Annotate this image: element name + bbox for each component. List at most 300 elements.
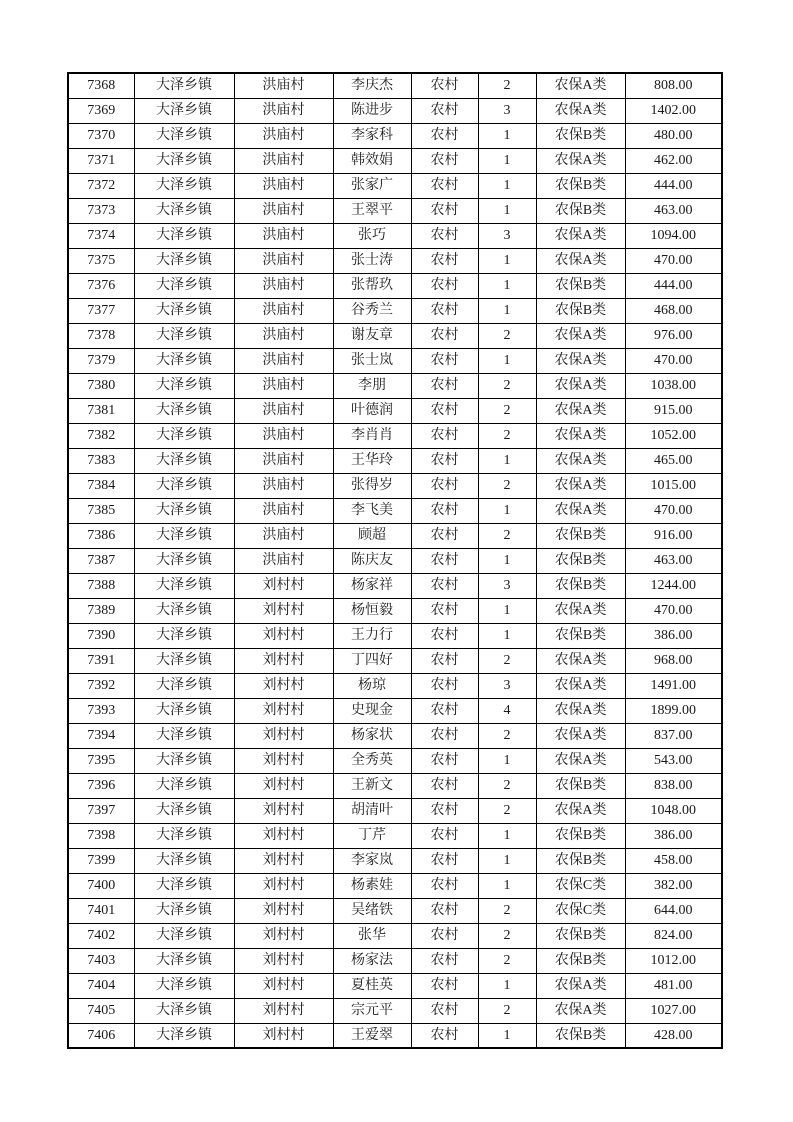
cell-village: 刘村村 [234,848,333,873]
cell-township: 大泽乡镇 [134,498,234,523]
cell-area-type: 农村 [411,698,478,723]
table-row [68,998,722,1023]
cell-area-type: 农村 [411,123,478,148]
table-row [68,523,722,548]
cell-area-type: 农村 [411,748,478,773]
table-row [68,798,722,823]
cell-insurance-class: 农保B类 [536,623,625,648]
cell-person-name: 顾超 [333,523,411,548]
cell-count: 3 [478,98,536,123]
cell-area-type: 农村 [411,173,478,198]
cell-serial-no: 7404 [68,973,134,998]
cell-serial-no: 7391 [68,648,134,673]
cell-serial-no: 7400 [68,873,134,898]
table-row [68,448,722,473]
cell-village: 刘村村 [234,998,333,1023]
cell-amount: 915.00 [625,398,722,423]
cell-amount: 1038.00 [625,373,722,398]
cell-insurance-class: 农保A类 [536,323,625,348]
cell-village: 洪庙村 [234,523,333,548]
table-row [68,348,722,373]
cell-township: 大泽乡镇 [134,523,234,548]
cell-insurance-class: 农保A类 [536,423,625,448]
table-row [68,848,722,873]
cell-township: 大泽乡镇 [134,198,234,223]
cell-count: 1 [478,548,536,573]
cell-serial-no: 7375 [68,248,134,273]
cell-count: 2 [478,723,536,748]
cell-township: 大泽乡镇 [134,373,234,398]
cell-person-name: 史现金 [333,698,411,723]
cell-serial-no: 7385 [68,498,134,523]
cell-amount: 838.00 [625,773,722,798]
cell-serial-no: 7369 [68,98,134,123]
cell-area-type: 农村 [411,823,478,848]
cell-village: 洪庙村 [234,223,333,248]
cell-serial-no: 7383 [68,448,134,473]
table-row [68,873,722,898]
cell-village: 刘村村 [234,648,333,673]
cell-insurance-class: 农保B类 [536,548,625,573]
cell-person-name: 丁芹 [333,823,411,848]
table-row [68,923,722,948]
cell-township: 大泽乡镇 [134,298,234,323]
cell-village: 洪庙村 [234,373,333,398]
cell-village: 洪庙村 [234,123,333,148]
cell-township: 大泽乡镇 [134,973,234,998]
cell-village: 刘村村 [234,973,333,998]
cell-area-type: 农村 [411,673,478,698]
cell-amount: 480.00 [625,123,722,148]
table-row [68,748,722,773]
cell-area-type: 农村 [411,723,478,748]
cell-area-type: 农村 [411,573,478,598]
cell-insurance-class: 农保A类 [536,448,625,473]
table-row [68,73,722,98]
cell-area-type: 农村 [411,948,478,973]
cell-village: 刘村村 [234,948,333,973]
cell-village: 洪庙村 [234,348,333,373]
cell-count: 1 [478,348,536,373]
cell-amount: 1027.00 [625,998,722,1023]
cell-insurance-class: 农保A类 [536,973,625,998]
table-row [68,723,722,748]
cell-person-name: 杨家状 [333,723,411,748]
table-row [68,273,722,298]
table-row [68,773,722,798]
cell-area-type: 农村 [411,198,478,223]
cell-village: 刘村村 [234,823,333,848]
cell-village: 洪庙村 [234,323,333,348]
cell-amount: 470.00 [625,598,722,623]
table-row [68,648,722,673]
cell-count: 2 [478,798,536,823]
cell-area-type: 农村 [411,848,478,873]
cell-insurance-class: 农保A类 [536,98,625,123]
cell-township: 大泽乡镇 [134,773,234,798]
cell-amount: 470.00 [625,248,722,273]
cell-amount: 462.00 [625,148,722,173]
cell-amount: 1012.00 [625,948,722,973]
cell-insurance-class: 农保A类 [536,498,625,523]
table-row [68,498,722,523]
cell-amount: 463.00 [625,198,722,223]
cell-amount: 444.00 [625,173,722,198]
cell-township: 大泽乡镇 [134,148,234,173]
cell-count: 1 [478,1023,536,1048]
cell-person-name: 陈进步 [333,98,411,123]
cell-village: 刘村村 [234,873,333,898]
cell-person-name: 杨家法 [333,948,411,973]
cell-insurance-class: 农保A类 [536,723,625,748]
cell-amount: 1094.00 [625,223,722,248]
cell-insurance-class: 农保B类 [536,823,625,848]
cell-serial-no: 7387 [68,548,134,573]
cell-amount: 470.00 [625,498,722,523]
cell-area-type: 农村 [411,873,478,898]
cell-area-type: 农村 [411,798,478,823]
cell-serial-no: 7396 [68,773,134,798]
cell-person-name: 李庆杰 [333,73,411,98]
cell-count: 1 [478,273,536,298]
cell-person-name: 李肖肖 [333,423,411,448]
cell-village: 洪庙村 [234,198,333,223]
cell-amount: 808.00 [625,73,722,98]
cell-village: 洪庙村 [234,448,333,473]
cell-area-type: 农村 [411,598,478,623]
table-row [68,148,722,173]
cell-serial-no: 7401 [68,898,134,923]
cell-count: 3 [478,573,536,598]
cell-serial-no: 7368 [68,73,134,98]
cell-village: 刘村村 [234,598,333,623]
cell-serial-no: 7388 [68,573,134,598]
cell-person-name: 张巧 [333,223,411,248]
cell-village: 洪庙村 [234,473,333,498]
cell-amount: 1491.00 [625,673,722,698]
cell-amount: 386.00 [625,623,722,648]
cell-area-type: 农村 [411,473,478,498]
cell-insurance-class: 农保C类 [536,873,625,898]
cell-insurance-class: 农保B类 [536,573,625,598]
cell-count: 1 [478,123,536,148]
table-row [68,298,722,323]
cell-serial-no: 7399 [68,848,134,873]
table-row [68,898,722,923]
table-row [68,823,722,848]
cell-township: 大泽乡镇 [134,798,234,823]
cell-insurance-class: 农保A类 [536,398,625,423]
cell-amount: 1048.00 [625,798,722,823]
cell-village: 刘村村 [234,673,333,698]
cell-serial-no: 7379 [68,348,134,373]
cell-insurance-class: 农保B类 [536,273,625,298]
cell-village: 刘村村 [234,798,333,823]
cell-area-type: 农村 [411,323,478,348]
cell-serial-no: 7382 [68,423,134,448]
cell-person-name: 杨素娃 [333,873,411,898]
cell-township: 大泽乡镇 [134,623,234,648]
cell-person-name: 胡清叶 [333,798,411,823]
cell-person-name: 谢友章 [333,323,411,348]
cell-township: 大泽乡镇 [134,248,234,273]
cell-township: 大泽乡镇 [134,1023,234,1048]
cell-person-name: 全秀英 [333,748,411,773]
cell-insurance-class: 农保C类 [536,898,625,923]
table-row [68,623,722,648]
cell-amount: 382.00 [625,873,722,898]
cell-person-name: 李家岚 [333,848,411,873]
cell-count: 3 [478,673,536,698]
cell-township: 大泽乡镇 [134,598,234,623]
cell-township: 大泽乡镇 [134,573,234,598]
cell-person-name: 王力行 [333,623,411,648]
cell-serial-no: 7376 [68,273,134,298]
cell-amount: 386.00 [625,823,722,848]
cell-serial-no: 7370 [68,123,134,148]
cell-area-type: 农村 [411,648,478,673]
cell-person-name: 杨恒毅 [333,598,411,623]
cell-township: 大泽乡镇 [134,223,234,248]
cell-serial-no: 7398 [68,823,134,848]
cell-area-type: 农村 [411,548,478,573]
cell-insurance-class: 农保A类 [536,348,625,373]
cell-area-type: 农村 [411,423,478,448]
cell-count: 1 [478,248,536,273]
cell-person-name: 陈庆友 [333,548,411,573]
cell-amount: 976.00 [625,323,722,348]
cell-area-type: 农村 [411,348,478,373]
cell-township: 大泽乡镇 [134,173,234,198]
cell-township: 大泽乡镇 [134,873,234,898]
cell-township: 大泽乡镇 [134,723,234,748]
cell-amount: 468.00 [625,298,722,323]
cell-amount: 470.00 [625,348,722,373]
cell-person-name: 张帮玖 [333,273,411,298]
cell-serial-no: 7397 [68,798,134,823]
cell-insurance-class: 农保B类 [536,198,625,223]
table-row [68,248,722,273]
cell-amount: 428.00 [625,1023,722,1048]
cell-area-type: 农村 [411,248,478,273]
cell-count: 2 [478,523,536,548]
cell-township: 大泽乡镇 [134,273,234,298]
cell-count: 1 [478,973,536,998]
cell-serial-no: 7405 [68,998,134,1023]
cell-count: 1 [478,198,536,223]
cell-area-type: 农村 [411,523,478,548]
cell-count: 2 [478,473,536,498]
cell-township: 大泽乡镇 [134,98,234,123]
cell-serial-no: 7406 [68,1023,134,1048]
cell-village: 刘村村 [234,748,333,773]
cell-insurance-class: 农保B类 [536,298,625,323]
cell-serial-no: 7392 [68,673,134,698]
cell-serial-no: 7403 [68,948,134,973]
cell-count: 2 [478,73,536,98]
cell-village: 洪庙村 [234,73,333,98]
table-row [68,698,722,723]
cell-serial-no: 7386 [68,523,134,548]
cell-count: 2 [478,998,536,1023]
table-row [68,548,722,573]
cell-serial-no: 7377 [68,298,134,323]
cell-count: 1 [478,823,536,848]
cell-insurance-class: 农保A类 [536,698,625,723]
cell-serial-no: 7394 [68,723,134,748]
cell-village: 洪庙村 [234,148,333,173]
cell-area-type: 农村 [411,898,478,923]
table-row [68,173,722,198]
cell-count: 3 [478,223,536,248]
cell-village: 刘村村 [234,573,333,598]
cell-village: 刘村村 [234,723,333,748]
cell-person-name: 叶德润 [333,398,411,423]
cell-count: 1 [478,148,536,173]
cell-person-name: 王新文 [333,773,411,798]
table-row [68,323,722,348]
cell-village: 刘村村 [234,698,333,723]
cell-insurance-class: 农保A类 [536,223,625,248]
cell-serial-no: 7395 [68,748,134,773]
cell-count: 2 [478,423,536,448]
cell-serial-no: 7393 [68,698,134,723]
cell-area-type: 农村 [411,973,478,998]
subsidy-table [67,72,723,1049]
cell-township: 大泽乡镇 [134,823,234,848]
cell-person-name: 张华 [333,923,411,948]
cell-township: 大泽乡镇 [134,648,234,673]
cell-insurance-class: 农保B类 [536,1023,625,1048]
cell-insurance-class: 农保A类 [536,798,625,823]
cell-township: 大泽乡镇 [134,898,234,923]
cell-insurance-class: 农保B类 [536,848,625,873]
table-row [68,98,722,123]
cell-amount: 1899.00 [625,698,722,723]
cell-amount: 543.00 [625,748,722,773]
cell-amount: 837.00 [625,723,722,748]
cell-village: 洪庙村 [234,173,333,198]
cell-count: 2 [478,923,536,948]
cell-serial-no: 7372 [68,173,134,198]
cell-township: 大泽乡镇 [134,848,234,873]
cell-insurance-class: 农保A类 [536,148,625,173]
cell-insurance-class: 农保A类 [536,73,625,98]
cell-person-name: 张得岁 [333,473,411,498]
cell-count: 2 [478,773,536,798]
cell-insurance-class: 农保A类 [536,748,625,773]
cell-amount: 1402.00 [625,98,722,123]
cell-insurance-class: 农保A类 [536,673,625,698]
cell-serial-no: 7378 [68,323,134,348]
cell-person-name: 丁四好 [333,648,411,673]
cell-amount: 968.00 [625,648,722,673]
cell-serial-no: 7390 [68,623,134,648]
cell-person-name: 李朋 [333,373,411,398]
cell-person-name: 李飞美 [333,498,411,523]
cell-insurance-class: 农保B类 [536,123,625,148]
cell-village: 洪庙村 [234,98,333,123]
cell-insurance-class: 农保B类 [536,773,625,798]
cell-township: 大泽乡镇 [134,323,234,348]
cell-insurance-class: 农保B类 [536,173,625,198]
cell-person-name: 张家广 [333,173,411,198]
cell-area-type: 农村 [411,923,478,948]
cell-area-type: 农村 [411,373,478,398]
cell-township: 大泽乡镇 [134,548,234,573]
subsidy-table-body [68,73,722,1048]
cell-village: 洪庙村 [234,498,333,523]
cell-township: 大泽乡镇 [134,73,234,98]
cell-person-name: 张士岚 [333,348,411,373]
cell-amount: 916.00 [625,523,722,548]
cell-village: 洪庙村 [234,548,333,573]
cell-area-type: 农村 [411,448,478,473]
cell-village: 洪庙村 [234,248,333,273]
cell-person-name: 杨家祥 [333,573,411,598]
cell-person-name: 王翠平 [333,198,411,223]
cell-insurance-class: 农保A类 [536,248,625,273]
cell-count: 1 [478,873,536,898]
cell-area-type: 农村 [411,498,478,523]
cell-serial-no: 7384 [68,473,134,498]
table-row [68,223,722,248]
cell-amount: 644.00 [625,898,722,923]
table-row [68,973,722,998]
cell-serial-no: 7380 [68,373,134,398]
table-row [68,123,722,148]
cell-count: 2 [478,398,536,423]
cell-area-type: 农村 [411,398,478,423]
cell-serial-no: 7402 [68,923,134,948]
table-row [68,198,722,223]
cell-serial-no: 7381 [68,398,134,423]
cell-insurance-class: 农保A类 [536,648,625,673]
cell-village: 刘村村 [234,923,333,948]
cell-township: 大泽乡镇 [134,923,234,948]
cell-village: 洪庙村 [234,423,333,448]
cell-person-name: 王爱翠 [333,1023,411,1048]
cell-count: 1 [478,173,536,198]
cell-township: 大泽乡镇 [134,473,234,498]
table-row [68,1023,722,1048]
cell-count: 1 [478,623,536,648]
cell-township: 大泽乡镇 [134,398,234,423]
cell-amount: 481.00 [625,973,722,998]
cell-count: 1 [478,848,536,873]
table-row [68,598,722,623]
cell-area-type: 农村 [411,1023,478,1048]
cell-person-name: 张士涛 [333,248,411,273]
cell-count: 2 [478,323,536,348]
cell-person-name: 夏桂英 [333,973,411,998]
cell-insurance-class: 农保B类 [536,523,625,548]
cell-village: 刘村村 [234,1023,333,1048]
cell-serial-no: 7389 [68,598,134,623]
cell-person-name: 吴绪铁 [333,898,411,923]
table-row [68,373,722,398]
cell-area-type: 农村 [411,298,478,323]
cell-serial-no: 7373 [68,198,134,223]
cell-count: 4 [478,698,536,723]
cell-area-type: 农村 [411,148,478,173]
cell-insurance-class: 农保A类 [536,373,625,398]
cell-amount: 1052.00 [625,423,722,448]
cell-village: 刘村村 [234,773,333,798]
cell-insurance-class: 农保A类 [536,598,625,623]
cell-amount: 463.00 [625,548,722,573]
cell-village: 洪庙村 [234,398,333,423]
